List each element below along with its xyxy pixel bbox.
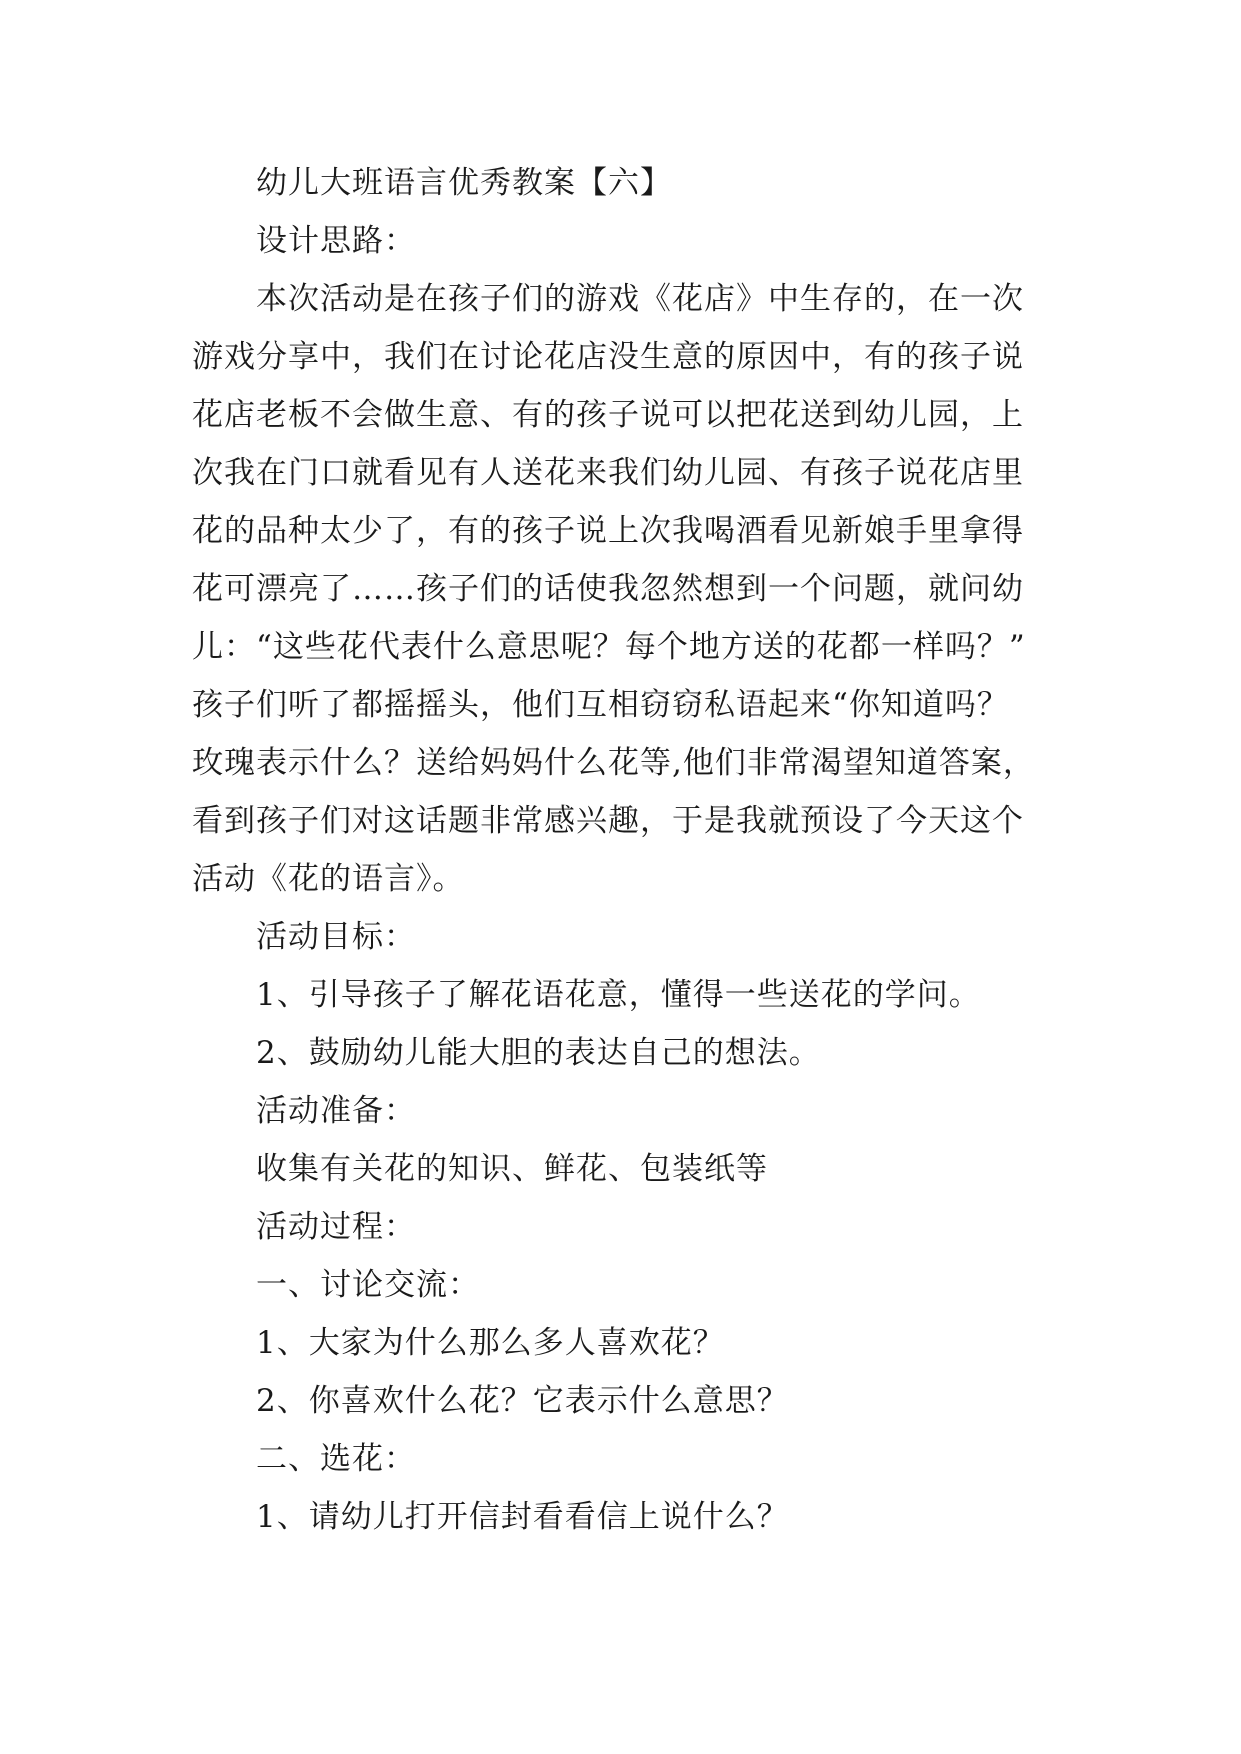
paragraph-line: 本次活动是在孩子们的游戏《花店》中生存的，在一次 xyxy=(256,281,1024,317)
prep-text: 收集有关花的知识、鲜花、包装纸等 xyxy=(256,1151,768,1187)
design-heading: 设计思路： xyxy=(256,223,416,259)
step1-item: 1、大家为什么那么多人喜欢花？ xyxy=(256,1325,725,1361)
document-body xyxy=(192,154,1056,1546)
paragraph-line: 玫瑰表示什么？送给妈妈什么花等,他们非常渴望知道答案， xyxy=(192,745,1035,781)
prep-heading: 活动准备： xyxy=(256,1093,416,1129)
paragraph-line: 花可漂亮了……孩子们的话使我忽然想到一个问题，就问幼 xyxy=(192,571,1024,607)
paragraph-line: 孩子们听了都摇摇头，他们互相窃窃私语起来“你知道吗？ xyxy=(192,687,1009,723)
paragraph-line: 活动《花的语言》。 xyxy=(192,861,465,897)
paragraph-line: 儿：“这些花代表什么意思呢？每个地方送的花都一样吗？” xyxy=(192,629,1026,665)
step2-heading: 二、选花： xyxy=(256,1441,416,1477)
document-title: 幼儿大班语言优秀教案【六】 xyxy=(256,165,672,201)
paragraph-line: 花店老板不会做生意、有的孩子说可以把花送到幼儿园，上 xyxy=(192,397,1024,433)
process-heading: 活动过程： xyxy=(256,1209,416,1245)
goal-item: 1、引导孩子了解花语花意，懂得一些送花的学问。 xyxy=(256,977,981,1013)
goals-heading: 活动目标： xyxy=(256,919,416,955)
goal-item: 2、鼓励幼儿能大胆的表达自己的想法。 xyxy=(256,1035,821,1071)
paragraph-line: 花的品种太少了，有的孩子说上次我喝酒看见新娘手里拿得 xyxy=(192,513,1024,549)
paragraph-line: 看到孩子们对这话题非常感兴趣，于是我就预设了今天这个 xyxy=(192,803,1024,839)
step1-heading: 一、讨论交流： xyxy=(256,1267,480,1303)
step2-item: 1、请幼儿打开信封看看信上说什么？ xyxy=(256,1499,789,1535)
paragraph-line: 次我在门口就看见有人送花来我们幼儿园、有孩子说花店里 xyxy=(192,455,1024,491)
paragraph-line: 游戏分享中，我们在讨论花店没生意的原因中，有的孩子说 xyxy=(192,339,1024,375)
design-paragraph xyxy=(192,270,1056,908)
step1-item: 2、你喜欢什么花？它表示什么意思？ xyxy=(256,1383,789,1419)
